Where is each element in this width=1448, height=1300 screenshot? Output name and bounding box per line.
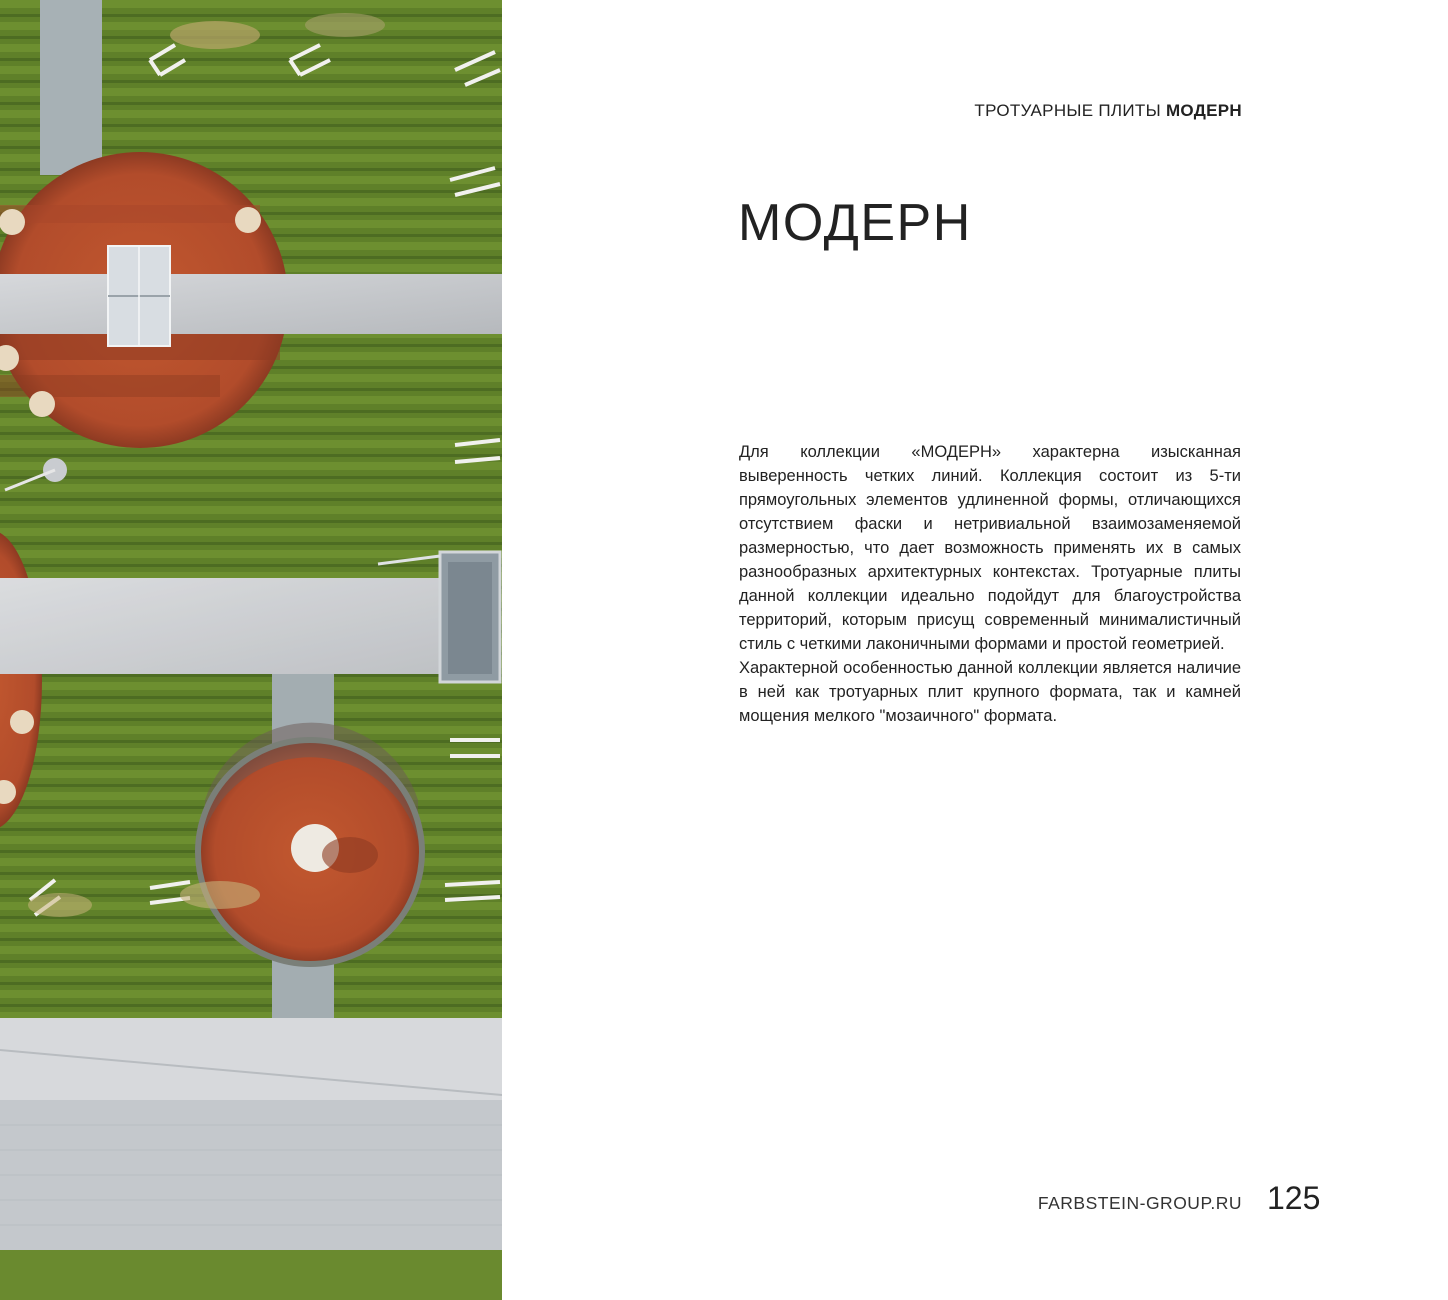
section-header [974, 101, 1242, 121]
description-paragraph-2: Характерной особенностью данной коллекции является наличие в ней как тротуарных плит крупного формата, так и камней мощения мелкого "мозаичного" формата. [739, 659, 1241, 725]
page-number: 125 [1267, 1180, 1321, 1216]
header-prefix: ТРОТУАРНЫЕ ПЛИТЫ [974, 101, 1161, 120]
aerial-park-photo [0, 0, 502, 1300]
description-text [739, 440, 1241, 728]
page-title: МОДЕРН [738, 194, 972, 252]
description-paragraph-1: Для коллекции «МОДЕРН» характерна изысканная выверенность четких линий. Коллекция состоит из 5-ти прямоугольных элементов удлиненной формы, отличающихся отсутствием фаски и нетривиальной взаимозаменяемой размерностью, что дает возможность применять их в самых разнообразных архитектурных контекстах. Тротуарные плиты данной коллекции идеально подойдут для благоустройства территорий, которым присущ современный минималистичный стиль с четкими лаконичными формами и простой геометрией. [739, 443, 1241, 653]
header-emphasis: МОДЕРН [1165, 101, 1242, 120]
website-url[interactable]: FARBSTEIN-GROUP.RU [1037, 1193, 1242, 1213]
